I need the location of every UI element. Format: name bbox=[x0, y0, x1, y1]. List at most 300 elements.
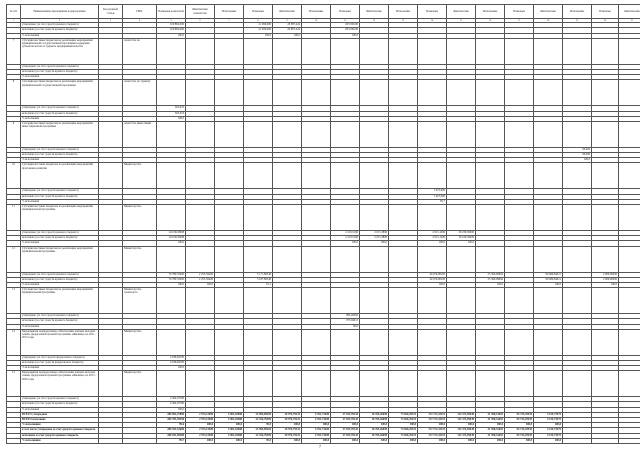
table-cell bbox=[592, 288, 619, 314]
table-cell: 100,0 bbox=[157, 116, 186, 121]
table-cell: 23 995,09304 bbox=[244, 412, 273, 417]
column-number: 11 bbox=[331, 19, 360, 23]
table-cell: 99 680,84021 bbox=[534, 272, 563, 277]
table-cell: 100,0 bbox=[302, 423, 331, 428]
table-cell: 39 230,39000 bbox=[447, 236, 476, 241]
table-row bbox=[7, 163, 640, 189]
table-cell: 100,0 bbox=[534, 438, 563, 443]
table-cell: 94 733,29935 bbox=[505, 418, 534, 423]
table-cell bbox=[505, 80, 534, 106]
table-cell: 4 761,73400 bbox=[302, 418, 331, 423]
table-cell bbox=[505, 205, 534, 231]
table-cell: 20 974,79241 bbox=[273, 428, 302, 433]
row-label: утверждено (за счет средств краевого бюджета) bbox=[21, 314, 99, 319]
table-cell bbox=[476, 329, 505, 355]
table-cell: 100,0 bbox=[592, 282, 619, 287]
row-label: Субсидия местным бюджетам на реализацию мероприятий муниципальной программы bbox=[21, 246, 99, 272]
table-cell: 5 171,86540 bbox=[244, 272, 273, 277]
table-cell: 975,04013 bbox=[331, 319, 360, 324]
table-cell bbox=[331, 38, 360, 64]
row-label: % исполнения bbox=[21, 407, 99, 412]
table-cell: 2 615,1290 bbox=[418, 231, 447, 236]
column-header: Фактические показатели bbox=[186, 5, 215, 19]
table-cell bbox=[534, 371, 563, 397]
table-cell bbox=[534, 38, 563, 64]
table-cell: 4 761,73400 bbox=[302, 428, 331, 433]
row-label: исполнено (за счет средств краевого бюджета) bbox=[21, 277, 99, 282]
table-cell: 4 155,73575 bbox=[534, 418, 563, 423]
table-cell bbox=[418, 329, 447, 355]
table-row bbox=[7, 329, 640, 355]
table-cell: 2 255,59400 bbox=[186, 272, 215, 277]
table-cell: 100,0 bbox=[331, 33, 360, 38]
row-label: исполнено (за счет средств краевого бюджета) bbox=[21, 194, 99, 199]
table-cell bbox=[505, 38, 534, 64]
row-label: Мероприятия подпрограммы «Обеспечение жильем молодых семей» федеральной целевой программы «Жилище» на 2015 - 2020 годы bbox=[21, 371, 99, 397]
row-index: 9 bbox=[7, 121, 21, 147]
table-cell: 2 615,3890 bbox=[360, 231, 389, 236]
table-cell bbox=[619, 329, 640, 355]
column-number: 6 bbox=[186, 19, 215, 23]
table-row bbox=[7, 121, 640, 147]
table-cell bbox=[360, 205, 389, 231]
table-row bbox=[7, 246, 640, 272]
table-cell: 100,0 bbox=[476, 438, 505, 443]
row-label: исполнено за счет средств краевого бюджета bbox=[21, 433, 99, 438]
column-header: Плановые показатели bbox=[157, 5, 186, 19]
table-cell bbox=[244, 371, 273, 397]
table-cell: 2 219,5160 bbox=[331, 231, 360, 236]
table-cell bbox=[447, 288, 476, 314]
column-header: Плановые bbox=[418, 5, 447, 19]
table-cell bbox=[619, 205, 640, 231]
column-header: Исполнение bbox=[215, 5, 244, 19]
table-cell bbox=[99, 163, 123, 189]
table-cell bbox=[273, 288, 302, 314]
table-cell bbox=[215, 246, 244, 272]
table-cell: 100,0 bbox=[244, 33, 273, 38]
table-cell: 95,5 bbox=[244, 423, 273, 428]
row-index: 7 bbox=[7, 38, 21, 64]
table-cell: 49 976,98100 bbox=[418, 272, 447, 277]
table-cell bbox=[534, 205, 563, 231]
table-cell bbox=[157, 80, 186, 106]
row-label: утверждено (за счет средств краевого бюджета) bbox=[21, 189, 99, 194]
row-label: утверждено (за счет средств федерального бюджета) bbox=[21, 355, 99, 360]
table-cell bbox=[563, 38, 592, 64]
table-cell bbox=[273, 371, 302, 397]
table-cell: 100,0 bbox=[186, 438, 215, 443]
table-cell: 100,0 bbox=[215, 438, 244, 443]
table-cell: 100,0 bbox=[273, 33, 302, 38]
table-cell: 99 680,84021 bbox=[534, 277, 563, 282]
table-cell bbox=[99, 438, 123, 443]
table-cell: 31 958,31693 bbox=[476, 433, 505, 438]
table-cell bbox=[447, 38, 476, 64]
table-header bbox=[7, 5, 640, 23]
table-cell: 31 958,31693 bbox=[476, 428, 505, 433]
row-grbs bbox=[123, 438, 157, 443]
table-cell bbox=[447, 80, 476, 106]
table-cell: 100,0 bbox=[360, 423, 389, 428]
table-cell bbox=[476, 371, 505, 397]
table-cell: 79 780,35000 bbox=[157, 277, 186, 282]
table-cell: 100,0 bbox=[418, 282, 447, 287]
table-cell bbox=[447, 371, 476, 397]
table-cell: 114 373,95049 bbox=[447, 428, 476, 433]
table-cell bbox=[534, 246, 563, 272]
table-cell: 73 820,29115 bbox=[389, 412, 418, 417]
table-cell: 2 900,00000 bbox=[592, 277, 619, 282]
row-label: исполнено (за счет средств краевого бюджета) bbox=[21, 153, 99, 158]
table-cell: 100,0 bbox=[447, 241, 476, 246]
table-cell bbox=[331, 205, 360, 231]
row-index: 14 bbox=[7, 329, 21, 355]
column-number: 13 bbox=[389, 19, 418, 23]
table-cell bbox=[360, 38, 389, 64]
table-cell bbox=[534, 288, 563, 314]
table-cell: 31 958,31693 bbox=[476, 412, 505, 417]
table-cell bbox=[331, 163, 360, 189]
table-cell: 280 031,99400 bbox=[157, 433, 186, 438]
column-number: 14 bbox=[418, 19, 447, 23]
table-cell: 4 036,84700 bbox=[157, 360, 186, 365]
table-cell bbox=[505, 121, 534, 147]
table-cell: 116 002,8098 bbox=[157, 236, 186, 241]
row-grbs: Министерство bbox=[123, 246, 157, 272]
row-index: 11 bbox=[7, 205, 21, 231]
table-cell: 114 373,95049 bbox=[447, 433, 476, 438]
table-cell: 172 172,33115 bbox=[418, 428, 447, 433]
table-cell: 2 219,5160 bbox=[331, 236, 360, 241]
column-number: 1 bbox=[7, 19, 21, 23]
row-grbs: Министерство транспорта bbox=[123, 288, 157, 314]
table-cell bbox=[418, 246, 447, 272]
table-cell: 3 901,16080 bbox=[215, 418, 244, 423]
table-cell bbox=[389, 38, 418, 64]
table-cell: 100,0 bbox=[331, 241, 360, 246]
table-cell: 114 373,95049 bbox=[447, 418, 476, 423]
table-cell: 280 932,32600 bbox=[157, 428, 186, 433]
table-cell bbox=[186, 121, 215, 147]
table-cell: 85,7 bbox=[418, 199, 447, 204]
table-cell bbox=[302, 329, 331, 355]
row-index: 13 bbox=[7, 288, 21, 314]
table-cell: 3 407,000 bbox=[418, 194, 447, 199]
table-cell bbox=[215, 371, 244, 397]
table-cell bbox=[505, 163, 534, 189]
column-number: 16 bbox=[476, 19, 505, 23]
table-cell: 100,0 bbox=[273, 438, 302, 443]
table-cell bbox=[215, 288, 244, 314]
table-cell: 4 155,73575 bbox=[534, 412, 563, 417]
table-cell: 20 974,79241 bbox=[273, 418, 302, 423]
table-cell: 100,0 bbox=[186, 423, 215, 428]
row-label: Субсидия местным бюджетам на реализацию мероприятий муниципальной государственной программы bbox=[21, 80, 99, 106]
row-label: исполнено (за счет средств краевого бюджета) bbox=[21, 402, 99, 407]
row-label: утверждено (за счет средств краевого бюджета) bbox=[21, 147, 99, 152]
table-cell bbox=[592, 371, 619, 397]
column-number: 21 bbox=[619, 19, 640, 23]
table-cell bbox=[360, 288, 389, 314]
table-cell bbox=[244, 246, 273, 272]
table-cell bbox=[99, 205, 123, 231]
row-label: % исполнения bbox=[21, 423, 99, 428]
table-cell bbox=[157, 246, 186, 272]
table-cell: 4 761,73400 bbox=[302, 433, 331, 438]
table-cell bbox=[186, 246, 215, 272]
table-cell bbox=[563, 205, 592, 231]
table-cell bbox=[592, 38, 619, 64]
table-cell bbox=[592, 121, 619, 147]
row-label: % исполнения bbox=[21, 75, 99, 80]
table-cell bbox=[389, 163, 418, 189]
table-cell bbox=[273, 121, 302, 147]
table-cell: 3 901,16080 bbox=[215, 428, 244, 433]
table-cell: 4 036,84700 bbox=[157, 355, 186, 360]
table-cell: 4 155,73575 bbox=[534, 428, 563, 433]
table-cell bbox=[418, 38, 447, 64]
table-cell bbox=[273, 163, 302, 189]
column-number: 4 bbox=[123, 19, 157, 23]
table-cell: 100,0 bbox=[447, 423, 476, 428]
table-cell bbox=[186, 329, 215, 355]
table-cell: 100,0 bbox=[186, 282, 215, 287]
row-label: утверждено (за счет средств краевого бюджета) bbox=[21, 272, 99, 277]
table-cell: 116 002,8098 bbox=[157, 231, 186, 236]
table-cell bbox=[389, 329, 418, 355]
table-cell bbox=[273, 80, 302, 106]
table-cell: 100,0 bbox=[157, 282, 186, 287]
table-cell: 2 573,11900 bbox=[186, 428, 215, 433]
table-cell: 100 882,000 bbox=[157, 28, 186, 33]
table-row bbox=[7, 38, 640, 64]
table-cell bbox=[215, 329, 244, 355]
row-label: ВСЕГО утверждено bbox=[21, 412, 99, 417]
table-cell bbox=[99, 329, 123, 355]
table-cell: 2 573,11900 bbox=[186, 433, 215, 438]
table-cell: 73 820,29115 bbox=[389, 418, 418, 423]
table-cell bbox=[447, 329, 476, 355]
table-cell: 100,0 bbox=[534, 423, 563, 428]
table-cell: 100,0 bbox=[418, 423, 447, 428]
column-number: 19 bbox=[563, 19, 592, 23]
table-cell bbox=[215, 80, 244, 106]
table-cell: 172 172,33115 bbox=[418, 412, 447, 417]
row-label: % исполнения bbox=[21, 199, 99, 204]
table-row bbox=[7, 205, 640, 231]
table-cell bbox=[331, 288, 360, 314]
table-cell bbox=[563, 438, 592, 443]
table-cell bbox=[157, 288, 186, 314]
column-number: 18 bbox=[534, 19, 563, 23]
table-cell bbox=[215, 121, 244, 147]
table-cell: 49 976,98100 bbox=[418, 277, 447, 282]
table-cell: 100,0 bbox=[331, 423, 360, 428]
table-cell bbox=[302, 80, 331, 106]
table-cell: 2 573,11900 bbox=[186, 412, 215, 417]
table-cell bbox=[302, 288, 331, 314]
row-label: исполнено (за счет средств федерального бюджета) bbox=[21, 360, 99, 365]
column-header: № п/п bbox=[7, 5, 21, 19]
table-cell bbox=[418, 80, 447, 106]
table-cell: 91,1 bbox=[244, 282, 273, 287]
table-cell: 2 255,59400 bbox=[186, 277, 215, 282]
row-label: % исполнения bbox=[21, 324, 99, 329]
report-sheet bbox=[6, 4, 640, 444]
table-cell bbox=[331, 80, 360, 106]
table-body bbox=[7, 23, 640, 444]
table-cell: 100,0 bbox=[360, 438, 389, 443]
table-cell: 100,0 bbox=[215, 423, 244, 428]
table-cell: 25 366,09894 bbox=[476, 272, 505, 277]
table-cell: 2 900,00000 bbox=[592, 272, 619, 277]
table-cell bbox=[302, 371, 331, 397]
table-cell bbox=[592, 329, 619, 355]
table-cell: 20 887,424 bbox=[273, 28, 302, 33]
table-cell bbox=[331, 121, 360, 147]
table-cell: 100,0 bbox=[505, 423, 534, 428]
row-label: Мероприятия подпрограммы «Обеспечение жильем молодых семей» федеральной целевой программы «Жилище» на 2011 - 2015 годы bbox=[21, 329, 99, 355]
row-label: утверждено (за счет средств краевого бюджета) bbox=[21, 23, 99, 28]
table-cell bbox=[476, 163, 505, 189]
table-cell bbox=[619, 246, 640, 272]
table-cell: 94 733,29935 bbox=[505, 433, 534, 438]
table-cell: 100,0 bbox=[418, 241, 447, 246]
table-cell: 23 995,09304 bbox=[244, 428, 273, 433]
table-cell bbox=[418, 288, 447, 314]
table-cell: 20 974,79241 bbox=[273, 412, 302, 417]
row-label: исполнено (за счет средств краевого бюджета) bbox=[21, 319, 99, 324]
table-row bbox=[7, 371, 640, 397]
table-cell: 90,000 bbox=[563, 147, 592, 152]
table-cell bbox=[360, 371, 389, 397]
table-cell bbox=[619, 121, 640, 147]
column-header: Исполнение bbox=[302, 5, 331, 19]
table-cell bbox=[99, 371, 123, 397]
row-label: исполнено (за счет средств краевого бюджета) bbox=[21, 236, 99, 241]
table-cell: 21 990,000 bbox=[244, 23, 273, 28]
column-header: Плановые bbox=[331, 5, 360, 19]
table-cell: 100,0 bbox=[157, 33, 186, 38]
table-cell bbox=[447, 246, 476, 272]
table-cell: 37 023,78143 bbox=[331, 428, 360, 433]
column-number: 17 bbox=[505, 19, 534, 23]
column-number: 7 bbox=[215, 19, 244, 23]
table-cell: 172 172,33115 bbox=[418, 433, 447, 438]
table-cell: 100 882,000 bbox=[157, 23, 186, 28]
table-cell bbox=[157, 121, 186, 147]
page-number: 7 bbox=[319, 444, 321, 449]
table-cell: 37 023,78143 bbox=[331, 418, 360, 423]
table-cell: 100,0 bbox=[447, 438, 476, 443]
table-cell: 100,0 bbox=[563, 158, 592, 163]
row-label: утверждено (за счет средств краевого бюджета) bbox=[21, 231, 99, 236]
table-cell: 603 000,00 bbox=[331, 28, 360, 33]
table-cell bbox=[186, 163, 215, 189]
row-index: 15 bbox=[7, 371, 21, 397]
table-cell bbox=[534, 80, 563, 106]
column-header: Исполнение bbox=[563, 5, 592, 19]
row-label: в том числе утверждено за счет средств краевого бюджета bbox=[21, 428, 99, 433]
row-grbs: Министерство bbox=[123, 371, 157, 397]
table-cell: 16 765,26690 bbox=[360, 412, 389, 417]
table-cell: 2 615,1290 bbox=[418, 236, 447, 241]
table-cell: 4 155,73575 bbox=[534, 433, 563, 438]
table-cell bbox=[534, 121, 563, 147]
row-label: утверждено (за счет средств краевого бюджета) bbox=[21, 397, 99, 402]
table-cell bbox=[619, 38, 640, 64]
row-index: 10 bbox=[7, 163, 21, 189]
table-cell bbox=[389, 246, 418, 272]
table-cell: 100,0 bbox=[331, 438, 360, 443]
table-cell bbox=[389, 205, 418, 231]
table-cell: 100,0 bbox=[157, 407, 186, 412]
table-cell: 73 820,29115 bbox=[389, 428, 418, 433]
table-cell: 2 573,11900 bbox=[186, 418, 215, 423]
table-cell: 37 023,78143 bbox=[331, 412, 360, 417]
column-number: 9 bbox=[273, 19, 302, 23]
table-cell: 94 733,29935 bbox=[505, 412, 534, 417]
table-cell: 4 364,07300 bbox=[157, 397, 186, 402]
table-cell: 285 852,27800 bbox=[157, 412, 186, 417]
table-cell bbox=[215, 38, 244, 64]
table-cell bbox=[244, 163, 273, 189]
table-cell bbox=[99, 121, 123, 147]
table-cell: 37 023,78143 bbox=[331, 433, 360, 438]
table-cell bbox=[244, 205, 273, 231]
table-cell bbox=[619, 80, 640, 106]
table-cell bbox=[186, 80, 215, 106]
table-cell bbox=[244, 288, 273, 314]
table-row bbox=[7, 288, 640, 314]
table-cell bbox=[99, 38, 123, 64]
table-cell bbox=[592, 246, 619, 272]
table-cell: 100,0 bbox=[157, 241, 186, 246]
table-cell bbox=[447, 205, 476, 231]
table-cell: 363,653 bbox=[157, 111, 186, 116]
table-cell bbox=[619, 371, 640, 397]
table-cell bbox=[244, 121, 273, 147]
column-number: 20 bbox=[592, 19, 619, 23]
table-cell: 5 187,86540 bbox=[244, 277, 273, 282]
column-header: Плановые bbox=[592, 5, 619, 19]
table-cell: 21 990,000 bbox=[244, 28, 273, 33]
table-cell bbox=[360, 80, 389, 106]
column-number: 3 bbox=[99, 19, 123, 23]
table-cell bbox=[476, 121, 505, 147]
column-number: 5 bbox=[157, 19, 186, 23]
table-cell bbox=[592, 163, 619, 189]
column-header: Фактические bbox=[534, 5, 563, 19]
row-label: % исполнения bbox=[21, 438, 99, 443]
table-cell: 73 820,29115 bbox=[389, 433, 418, 438]
table-cell: 100,0 bbox=[476, 423, 505, 428]
table-cell: 100,0 bbox=[418, 438, 447, 443]
table-cell: 99,6 bbox=[157, 423, 186, 428]
table-cell: 16 765,26690 bbox=[360, 418, 389, 423]
table-cell bbox=[99, 246, 123, 272]
table-cell bbox=[476, 288, 505, 314]
column-header: ГРБС bbox=[123, 5, 157, 19]
table-cell bbox=[331, 371, 360, 397]
table-cell bbox=[186, 288, 215, 314]
table-cell bbox=[360, 246, 389, 272]
table-cell bbox=[99, 288, 123, 314]
table-cell bbox=[273, 205, 302, 231]
row-grbs: Агентство по bbox=[123, 38, 157, 64]
table-row bbox=[7, 438, 640, 443]
